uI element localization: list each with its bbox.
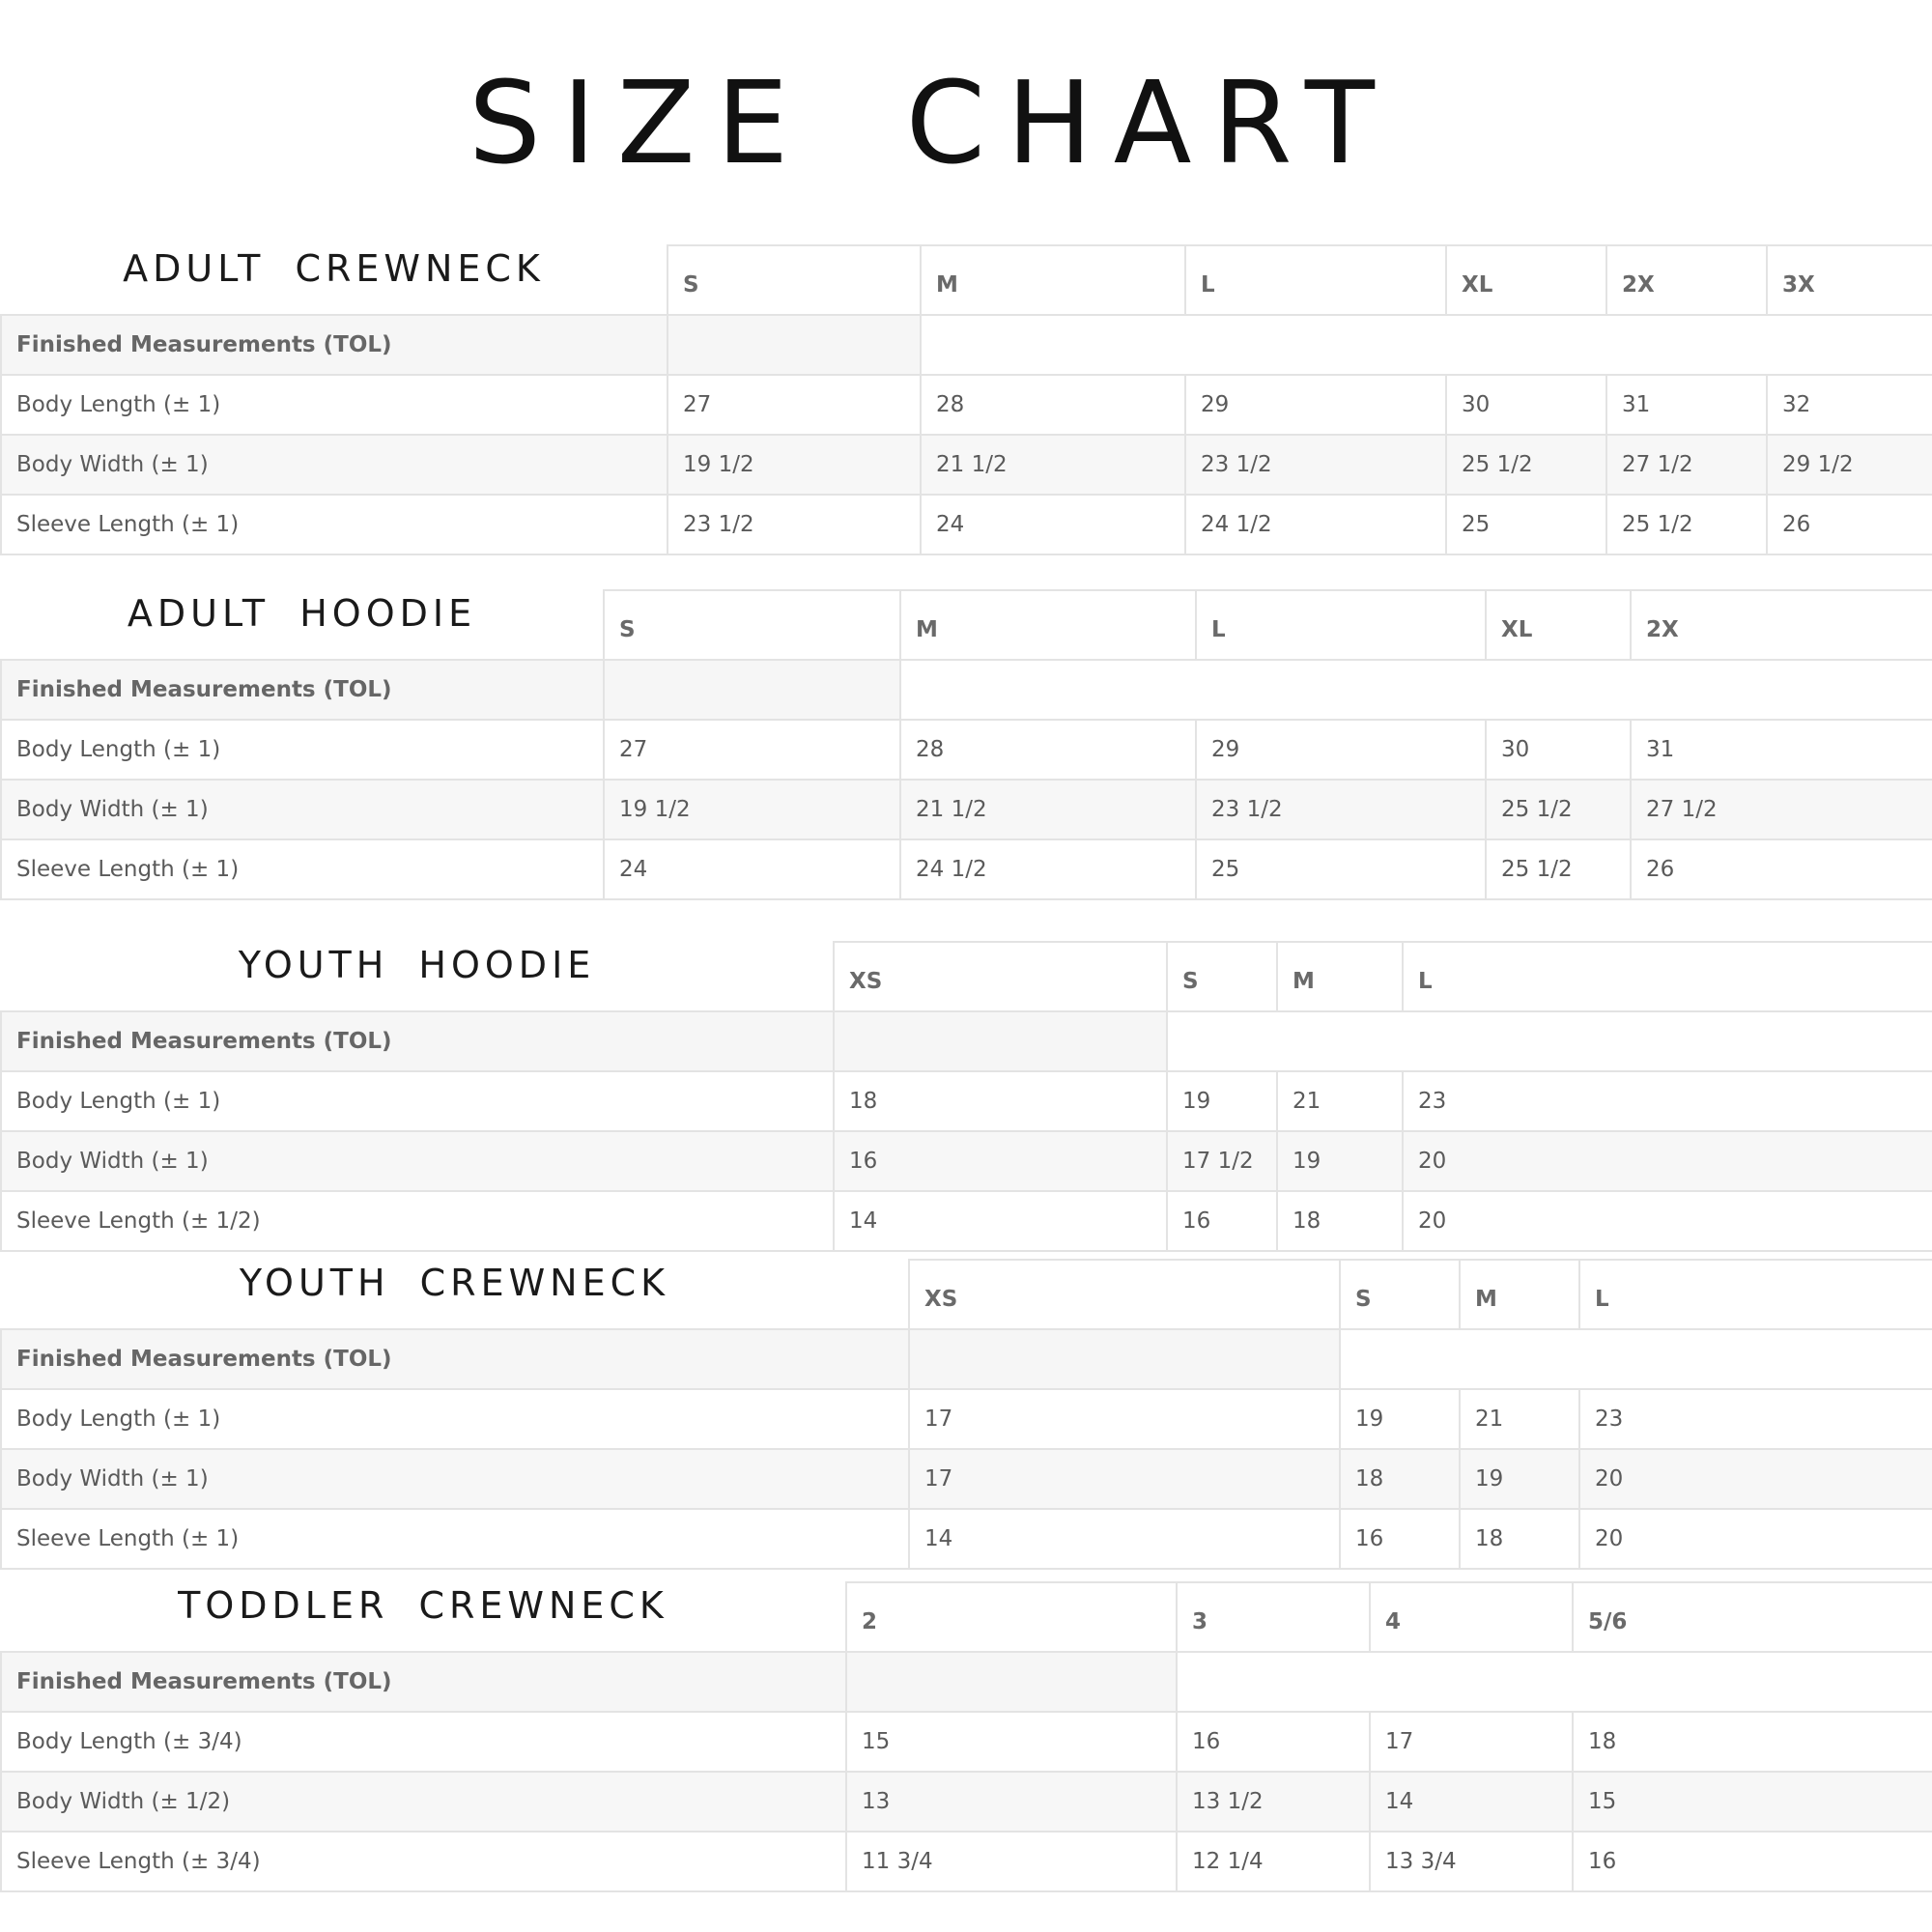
size-label: S — [604, 590, 900, 660]
size-label: S — [668, 245, 921, 315]
row-label: Body Width (± 1/2) — [1, 1772, 846, 1832]
size-label: L — [1579, 1260, 1932, 1329]
table-row — [1, 1191, 1932, 1251]
value-cell: 17 — [909, 1449, 1340, 1509]
size-label: S — [1167, 942, 1277, 1011]
value-cell: 19 1/2 — [668, 435, 921, 495]
size-table — [0, 941, 1932, 1252]
value-cell: 15 — [846, 1712, 1177, 1772]
value-cell: 15 — [1573, 1772, 1932, 1832]
table-row — [1, 1509, 1932, 1569]
value-cell: 16 — [1340, 1509, 1460, 1569]
table-row — [1, 1832, 1932, 1891]
value-cell: 20 — [1403, 1191, 1932, 1251]
value-cell: 27 1/2 — [1631, 780, 1932, 839]
measurements-subheader-row — [1, 660, 1932, 720]
size-label: 3X — [1767, 245, 1932, 315]
measurements-subheader-row — [1, 1011, 1932, 1071]
value-cell: 28 — [921, 375, 1185, 435]
empty-cell — [921, 315, 1932, 375]
row-label: Sleeve Length (± 1) — [1, 839, 604, 899]
size-table-toddler-crewneck — [0, 1581, 1932, 1892]
value-cell: 20 — [1579, 1449, 1932, 1509]
value-cell: 26 — [1767, 495, 1932, 554]
value-cell: 17 — [909, 1389, 1340, 1449]
value-cell: 24 — [604, 839, 900, 899]
value-cell: 14 — [909, 1509, 1340, 1569]
value-cell: 12 1/4 — [1177, 1832, 1370, 1891]
value-cell: 21 — [1460, 1389, 1579, 1449]
empty-cell — [1167, 1011, 1932, 1071]
row-label: Sleeve Length (± 1/2) — [1, 1191, 834, 1251]
size-label: XS — [909, 1260, 1340, 1329]
size-header-row — [1, 1260, 1932, 1329]
size-table-youth-crewneck — [0, 1259, 1932, 1570]
size-label: 2X — [1631, 590, 1932, 660]
size-label: 5/6 — [1573, 1582, 1932, 1652]
size-label: XL — [1446, 245, 1606, 315]
value-cell: 28 — [900, 720, 1196, 780]
row-label: Body Width (± 1) — [1, 1131, 834, 1191]
value-cell: 13 3/4 — [1370, 1832, 1573, 1891]
size-header-row — [1, 942, 1932, 1011]
row-label: Sleeve Length (± 1) — [1, 1509, 909, 1569]
value-cell: 21 1/2 — [900, 780, 1196, 839]
value-cell: 17 — [1370, 1712, 1573, 1772]
size-table-adult-hoodie — [0, 589, 1932, 900]
value-cell: 23 — [1403, 1071, 1932, 1131]
value-cell: 13 1/2 — [1177, 1772, 1370, 1832]
value-cell: 14 — [1370, 1772, 1573, 1832]
value-cell: 18 — [1573, 1712, 1932, 1772]
value-cell: 25 1/2 — [1486, 839, 1631, 899]
size-label: L — [1185, 245, 1446, 315]
size-label: XL — [1486, 590, 1631, 660]
value-cell: 31 — [1631, 720, 1932, 780]
subheader-label: Finished Measurements (TOL) — [1, 1329, 909, 1389]
value-cell: 31 — [1606, 375, 1767, 435]
value-cell: 23 — [1579, 1389, 1932, 1449]
empty-cell — [604, 660, 900, 720]
row-label: Body Width (± 1) — [1, 435, 668, 495]
value-cell: 29 1/2 — [1767, 435, 1932, 495]
subheader-label: Finished Measurements (TOL) — [1, 660, 604, 720]
empty-cell — [900, 660, 1932, 720]
table-row — [1, 435, 1932, 495]
size-label: M — [1277, 942, 1403, 1011]
value-cell: 30 — [1486, 720, 1631, 780]
value-cell: 25 — [1446, 495, 1606, 554]
measurements-subheader-row — [1, 1652, 1932, 1712]
value-cell: 16 — [1167, 1191, 1277, 1251]
value-cell: 26 — [1631, 839, 1932, 899]
value-cell: 30 — [1446, 375, 1606, 435]
size-label: 2X — [1606, 245, 1767, 315]
table-row — [1, 375, 1932, 435]
row-label: Body Length (± 1) — [1, 720, 604, 780]
value-cell: 17 1/2 — [1167, 1131, 1277, 1191]
value-cell: 21 1/2 — [921, 435, 1185, 495]
row-label: Sleeve Length (± 3/4) — [1, 1832, 846, 1891]
size-table-adult-crewneck — [0, 244, 1932, 555]
value-cell: 27 — [668, 375, 921, 435]
value-cell: 21 — [1277, 1071, 1403, 1131]
subheader-label: Finished Measurements (TOL) — [1, 1652, 846, 1712]
value-cell: 23 1/2 — [1185, 435, 1446, 495]
empty-cell — [846, 1652, 1177, 1712]
size-table — [0, 244, 1932, 555]
value-cell: 19 — [1277, 1131, 1403, 1191]
value-cell: 24 1/2 — [900, 839, 1196, 899]
row-label: Body Width (± 1) — [1, 780, 604, 839]
table-row — [1, 495, 1932, 554]
subheader-label: Finished Measurements (TOL) — [1, 1011, 834, 1071]
value-cell: 18 — [1460, 1509, 1579, 1569]
value-cell: 16 — [1573, 1832, 1932, 1891]
page-title: SIZE CHART — [469, 56, 1396, 189]
measurements-subheader-row — [1, 1329, 1932, 1389]
table-row — [1, 1772, 1932, 1832]
size-label: L — [1196, 590, 1486, 660]
table-row — [1, 1389, 1932, 1449]
size-label: 2 — [846, 1582, 1177, 1652]
value-cell: 29 — [1196, 720, 1486, 780]
size-table — [0, 1259, 1932, 1570]
size-label: 3 — [1177, 1582, 1370, 1652]
value-cell: 20 — [1403, 1131, 1932, 1191]
table-row — [1, 1449, 1932, 1509]
size-header-row — [1, 245, 1932, 315]
size-label: M — [1460, 1260, 1579, 1329]
size-label: M — [900, 590, 1196, 660]
table-row — [1, 1712, 1932, 1772]
empty-cell — [668, 315, 921, 375]
value-cell: 25 1/2 — [1446, 435, 1606, 495]
value-cell: 25 1/2 — [1486, 780, 1631, 839]
value-cell: 18 — [1340, 1449, 1460, 1509]
empty-cell — [1340, 1329, 1932, 1389]
size-header-row — [1, 1582, 1932, 1652]
table-title: YOUTH CREWNECK — [1, 1260, 909, 1329]
value-cell: 19 — [1460, 1449, 1579, 1509]
table-row — [1, 1131, 1932, 1191]
size-table-youth-hoodie — [0, 941, 1932, 1252]
value-cell: 23 1/2 — [668, 495, 921, 554]
size-label: 4 — [1370, 1582, 1573, 1652]
table-title: TODDLER CREWNECK — [1, 1582, 846, 1652]
value-cell: 19 — [1340, 1389, 1460, 1449]
value-cell: 27 — [604, 720, 900, 780]
value-cell: 19 1/2 — [604, 780, 900, 839]
value-cell: 13 — [846, 1772, 1177, 1832]
row-label: Body Length (± 3/4) — [1, 1712, 846, 1772]
value-cell: 25 — [1196, 839, 1486, 899]
size-table — [0, 1581, 1932, 1892]
size-table — [0, 589, 1932, 900]
table-row — [1, 839, 1932, 899]
empty-cell — [1177, 1652, 1932, 1712]
value-cell: 27 1/2 — [1606, 435, 1767, 495]
value-cell: 23 1/2 — [1196, 780, 1486, 839]
empty-cell — [909, 1329, 1340, 1389]
size-label: XS — [834, 942, 1167, 1011]
value-cell: 25 1/2 — [1606, 495, 1767, 554]
table-title: ADULT HOODIE — [1, 590, 604, 660]
subheader-label: Finished Measurements (TOL) — [1, 315, 668, 375]
value-cell: 19 — [1167, 1071, 1277, 1131]
size-label: S — [1340, 1260, 1460, 1329]
row-label: Body Length (± 1) — [1, 375, 668, 435]
table-row — [1, 780, 1932, 839]
value-cell: 16 — [1177, 1712, 1370, 1772]
value-cell: 20 — [1579, 1509, 1932, 1569]
value-cell: 32 — [1767, 375, 1932, 435]
value-cell: 16 — [834, 1131, 1167, 1191]
table-title: YOUTH HOODIE — [1, 942, 834, 1011]
value-cell: 18 — [1277, 1191, 1403, 1251]
size-label: M — [921, 245, 1185, 315]
size-label: L — [1403, 942, 1932, 1011]
measurements-subheader-row — [1, 315, 1932, 375]
empty-cell — [834, 1011, 1167, 1071]
table-row — [1, 720, 1932, 780]
value-cell: 11 3/4 — [846, 1832, 1177, 1891]
table-title: ADULT CREWNECK — [1, 245, 668, 315]
row-label: Sleeve Length (± 1) — [1, 495, 668, 554]
row-label: Body Length (± 1) — [1, 1071, 834, 1131]
value-cell: 14 — [834, 1191, 1167, 1251]
size-header-row — [1, 590, 1932, 660]
row-label: Body Width (± 1) — [1, 1449, 909, 1509]
row-label: Body Length (± 1) — [1, 1389, 909, 1449]
value-cell: 18 — [834, 1071, 1167, 1131]
value-cell: 24 — [921, 495, 1185, 554]
value-cell: 24 1/2 — [1185, 495, 1446, 554]
value-cell: 29 — [1185, 375, 1446, 435]
table-row — [1, 1071, 1932, 1131]
